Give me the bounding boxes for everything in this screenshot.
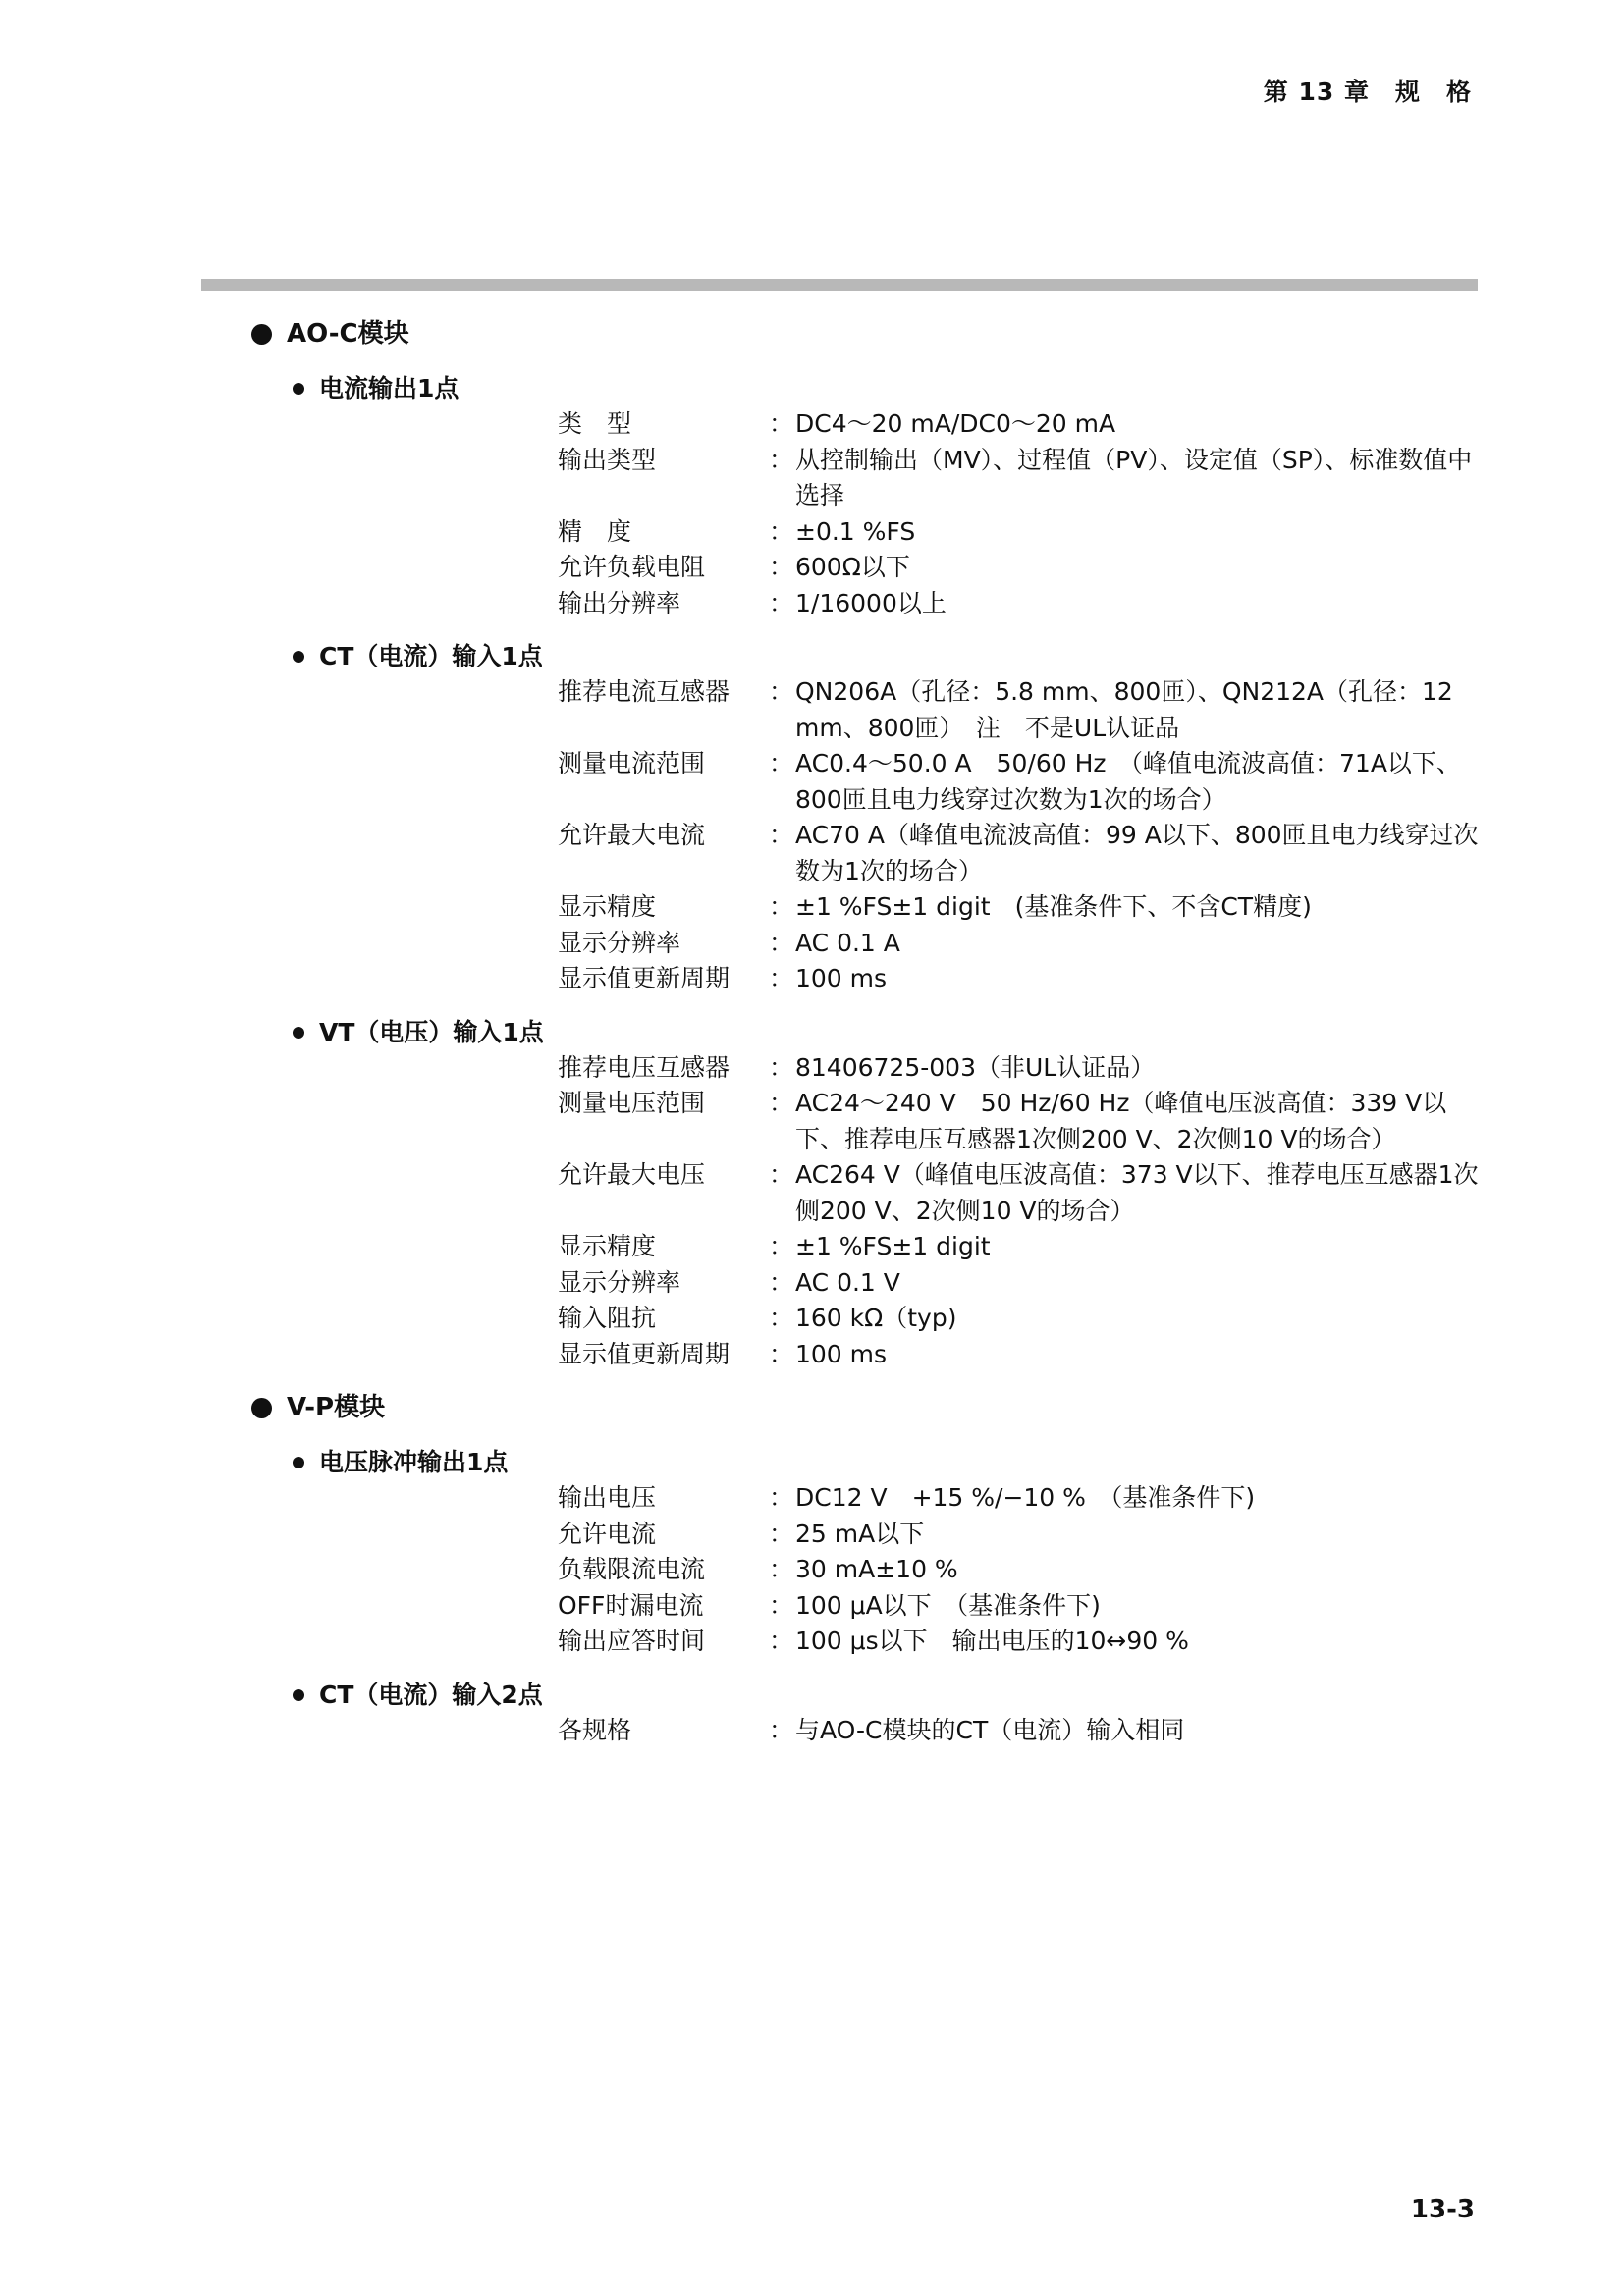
spec-label: 输出类型 xyxy=(558,445,657,474)
spec-colon: ： xyxy=(769,1555,794,1583)
small-bullet-icon xyxy=(293,651,304,663)
subsection-title: 电压脉冲输出1点 xyxy=(319,1448,509,1476)
spec-row xyxy=(0,1624,1624,1660)
spec-row xyxy=(0,406,1624,443)
subsection-heading xyxy=(319,1678,1624,1713)
subsection-title: 电流输出1点 xyxy=(319,374,460,402)
spec-value: QN206A（孔径：5.8 mm、800匝）、QN212A（孔径：12 mm、800匝） 注 不是UL认证品 xyxy=(795,677,1453,742)
spec-value: 100 ms xyxy=(795,1339,888,1368)
spec-row xyxy=(0,746,1624,818)
spec-row xyxy=(0,674,1624,746)
spec-colon: ： xyxy=(769,1089,794,1117)
spec-colon: ： xyxy=(769,821,794,849)
spec-value: 81406725-003（非UL认证品） xyxy=(795,1052,1156,1082)
spec-label: 显示精度 xyxy=(558,1232,657,1260)
spec-row xyxy=(0,1517,1624,1553)
spec-colon: ： xyxy=(769,1627,794,1655)
subsection-heading xyxy=(319,1445,1624,1480)
spec-value: AC264 V（峰值电压波高值：373 V以下、推荐电压互感器1次侧200 V、2次侧10 V的场合） xyxy=(795,1160,1479,1225)
spec-value: 从控制输出（MV）、过程值（PV）、设定值（SP）、标准数值中选择 xyxy=(795,445,1473,509)
spec-label: 允许电流 xyxy=(558,1519,657,1548)
spec-value: AC70 A（峰值电流波高值：99 A以下、800匝且电力线穿过次数为1次的场合） xyxy=(795,821,1479,885)
spec-label: 测量电压范围 xyxy=(558,1089,706,1117)
spec-colon: ： xyxy=(769,1267,794,1297)
spec-label: 显示值更新周期 xyxy=(558,964,731,992)
spec-row xyxy=(0,1588,1624,1625)
spec-colon: ： xyxy=(769,892,794,921)
spacer xyxy=(0,997,1624,1015)
spec-label: 类 型 xyxy=(558,409,632,438)
large-bullet-icon xyxy=(251,1398,272,1418)
spec-row xyxy=(0,550,1624,586)
spacer xyxy=(0,1660,1624,1678)
spec-row xyxy=(0,1157,1624,1229)
subsection-title: CT（电流）输入1点 xyxy=(319,642,543,670)
spec-row xyxy=(0,443,1624,514)
section-heading xyxy=(287,1390,1624,1425)
spec-label: 允许最大电流 xyxy=(558,821,706,849)
spec-colon: ： xyxy=(769,749,794,777)
spec-colon: ： xyxy=(769,516,794,546)
header-rule xyxy=(201,279,1478,291)
spec-value: AC0.4～50.0 A 50/60 Hz （峰值电流波高值：71A以下、800匝且电力线穿过次数为1次的场合） xyxy=(795,749,1461,814)
spec-value: AC 0.1 A xyxy=(795,928,900,957)
spec-row xyxy=(0,1480,1624,1517)
spec-colon: ： xyxy=(769,1483,794,1512)
spacer xyxy=(0,351,1624,371)
spec-colon: ： xyxy=(769,553,794,581)
spec-row xyxy=(0,1086,1624,1157)
small-bullet-icon xyxy=(293,1457,304,1468)
spec-label: 显示分辨率 xyxy=(558,928,681,957)
spec-label: 显示精度 xyxy=(558,892,657,921)
section-title: V-P模块 xyxy=(287,1393,386,1422)
spec-colon: ： xyxy=(769,588,794,617)
spec-colon: ： xyxy=(769,1590,794,1620)
spec-row xyxy=(0,961,1624,997)
section-heading xyxy=(287,316,1624,351)
spec-label: 负载限流电流 xyxy=(558,1555,706,1583)
spec-label: 输出分辨率 xyxy=(558,588,681,617)
spec-row xyxy=(0,586,1624,622)
spec-value: ±1 %FS±1 digit xyxy=(795,1232,991,1260)
spec-colon: ： xyxy=(769,1160,794,1189)
spec-row xyxy=(0,514,1624,551)
large-bullet-icon xyxy=(251,324,272,345)
spec-colon: ： xyxy=(769,1304,794,1332)
spec-label: 显示分辨率 xyxy=(558,1267,681,1297)
small-bullet-icon xyxy=(293,1027,304,1039)
spec-colon: ： xyxy=(769,928,794,957)
spec-row xyxy=(0,1229,1624,1265)
spec-colon: ： xyxy=(769,1052,794,1082)
spec-row xyxy=(0,818,1624,889)
spec-value: ±1 %FS±1 digit (基准条件下、不含CT精度) xyxy=(795,892,1312,921)
chapter-header: 第 13 章 规 格 xyxy=(1263,78,1472,106)
spec-colon: ： xyxy=(769,1519,794,1548)
spec-label: 允许负载电阻 xyxy=(558,553,706,581)
spec-row xyxy=(0,889,1624,926)
spec-value: DC4～20 mA/DC0～20 mA xyxy=(795,409,1116,438)
spec-label: 输出应答时间 xyxy=(558,1627,706,1655)
spec-label: 推荐电流互感器 xyxy=(558,677,731,706)
spec-colon: ： xyxy=(769,1232,794,1260)
spec-value: 1/16000以上 xyxy=(795,588,947,617)
spec-value: 100 μs以下 输出电压的10↔90 % xyxy=(795,1627,1189,1655)
small-bullet-icon xyxy=(293,1689,304,1701)
spec-row xyxy=(0,1301,1624,1337)
small-bullet-icon xyxy=(293,383,304,395)
spec-row xyxy=(0,1713,1624,1749)
spec-label: 显示值更新周期 xyxy=(558,1339,731,1368)
spec-colon: ： xyxy=(769,409,794,438)
section-title: AO-C模块 xyxy=(287,319,409,348)
spec-value: 30 mA±10 % xyxy=(795,1555,958,1583)
spec-value: 与AO-C模块的CT（电流）输入相同 xyxy=(795,1715,1185,1744)
subsection-title: VT（电压）输入1点 xyxy=(319,1017,544,1046)
spec-label: 推荐电压互感器 xyxy=(558,1052,731,1082)
spec-value: 600Ω以下 xyxy=(795,553,910,581)
spec-label: 测量电流范围 xyxy=(558,749,706,777)
spec-row xyxy=(0,1552,1624,1588)
spec-value: DC12 V +15 %/−10 % （基准条件下) xyxy=(795,1483,1256,1512)
spec-content xyxy=(0,316,1624,1748)
spec-value: 160 kΩ（typ) xyxy=(795,1304,957,1332)
spec-colon: ： xyxy=(769,445,794,474)
spec-label: OFF时漏电流 xyxy=(558,1590,704,1620)
spec-label: 各规格 xyxy=(558,1715,632,1744)
spec-row xyxy=(0,1337,1624,1373)
spacer xyxy=(0,1425,1624,1445)
spec-label: 输入阻抗 xyxy=(558,1304,657,1332)
spec-label: 允许最大电压 xyxy=(558,1160,706,1189)
spec-colon: ： xyxy=(769,677,794,706)
spacer xyxy=(0,621,1624,639)
spec-row xyxy=(0,1265,1624,1302)
subsection-heading xyxy=(319,371,1624,406)
subsection-title: CT（电流）输入2点 xyxy=(319,1680,543,1709)
spec-value: 100 ms xyxy=(795,964,888,992)
spec-colon: ： xyxy=(769,1339,794,1368)
page-number: 13-3 xyxy=(1410,2195,1475,2224)
spec-label: 输出电压 xyxy=(558,1483,657,1512)
spec-value: AC24～240 V 50 Hz/60 Hz（峰值电压波高值：339 V以下、推荐电压互感器1次侧200 V、2次侧10 V的场合） xyxy=(795,1089,1447,1153)
spec-label: 精 度 xyxy=(558,516,632,546)
spec-row xyxy=(0,1050,1624,1087)
spacer xyxy=(0,1372,1624,1390)
subsection-heading xyxy=(319,1015,1624,1050)
spec-value: 25 mA以下 xyxy=(795,1519,925,1548)
spec-value: AC 0.1 V xyxy=(795,1267,900,1297)
spec-value: ±0.1 %FS xyxy=(795,516,916,546)
spec-value: 100 μA以下 （基准条件下) xyxy=(795,1590,1101,1620)
spec-colon: ： xyxy=(769,964,794,992)
spec-colon: ： xyxy=(769,1715,794,1744)
spec-row xyxy=(0,926,1624,962)
subsection-heading xyxy=(319,639,1624,674)
